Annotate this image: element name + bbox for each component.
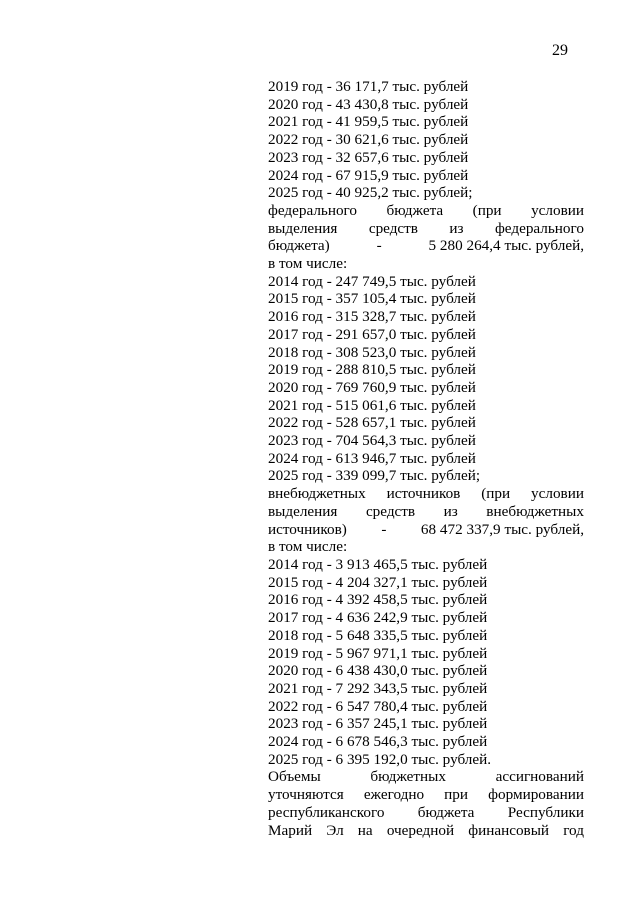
- word: (при: [481, 485, 511, 503]
- word: бюджета: [386, 201, 444, 219]
- word: из: [449, 219, 464, 237]
- federal-year-line: 2020 год - 769 760,9 тыс. рублей: [268, 378, 476, 396]
- word: 5 280 264,4 тыс. рублей,: [428, 237, 584, 255]
- word: Марий: [268, 821, 313, 839]
- word: условии: [531, 485, 584, 503]
- word: финансовый: [468, 821, 550, 839]
- word: внебюджетных: [268, 485, 366, 503]
- page-number: 29: [552, 42, 568, 59]
- word: очередной: [386, 821, 455, 839]
- federal-year-line: 2018 год - 308 523,0 тыс. рублей: [268, 343, 476, 361]
- extra-intro-line: [268, 521, 584, 539]
- closing-line: [268, 768, 584, 786]
- budget-line: 2020 год - 43 430,8 тыс. рублей: [268, 95, 469, 113]
- budget-line: 2023 год - 32 657,6 тыс. рублей: [268, 148, 469, 166]
- federal-year-line: 2025 год - 339 099,7 тыс. рублей;: [268, 467, 481, 485]
- budget-line: 2022 год - 30 621,6 тыс. рублей: [268, 131, 469, 149]
- closing-line: [268, 822, 584, 840]
- word: (при: [472, 201, 502, 219]
- extra-subtitle: в том числе:: [268, 538, 348, 556]
- word: внебюджетных: [486, 502, 584, 520]
- federal-year-line: 2021 год - 515 061,6 тыс. рублей: [268, 396, 476, 414]
- federal-intro-line: [268, 202, 584, 220]
- word: Эл: [326, 821, 344, 839]
- word: уточняются: [268, 786, 344, 804]
- extra-intro-line: [268, 503, 584, 521]
- federal-intro-line: [268, 237, 584, 255]
- word: год: [563, 821, 584, 839]
- extra-year-line: 2015 год - 4 204 327,1 тыс. рублей: [268, 573, 488, 591]
- word: средств: [368, 219, 418, 237]
- closing-line: [268, 804, 584, 822]
- word: -: [376, 237, 382, 255]
- extra-year-line: 2022 год - 6 547 780,4 тыс. рублей: [268, 697, 488, 715]
- word: источников): [268, 520, 347, 538]
- word: выделения: [268, 502, 338, 520]
- word: ежегодно: [363, 786, 425, 804]
- federal-year-line: 2017 год - 291 657,0 тыс. рублей: [268, 325, 476, 343]
- word: Республики: [507, 803, 584, 821]
- word: бюджета: [417, 803, 475, 821]
- extra-year-line: 2017 год - 4 636 242,9 тыс. рублей: [268, 609, 488, 627]
- federal-year-line: 2015 год - 357 105,4 тыс. рублей: [268, 290, 476, 308]
- extra-year-line: 2018 год - 5 648 335,5 тыс. рублей: [268, 626, 488, 644]
- extra-year-line: 2019 год - 5 967 971,1 тыс. рублей: [268, 644, 488, 662]
- word: из: [443, 502, 458, 520]
- extra-year-line: 2021 год - 7 292 343,5 тыс. рублей: [268, 679, 488, 697]
- word: федерального: [268, 201, 357, 219]
- federal-year-line: 2023 год - 704 564,3 тыс. рублей: [268, 432, 476, 450]
- federal-year-line: 2019 год - 288 810,5 тыс. рублей: [268, 361, 476, 379]
- extra-year-line: 2016 год - 4 392 458,5 тыс. рублей: [268, 591, 488, 609]
- federal-year-line: 2022 год - 528 657,1 тыс. рублей: [268, 414, 476, 432]
- word: бюджета): [268, 237, 330, 255]
- extra-intro-line: [268, 485, 584, 503]
- federal-subtitle: в том числе:: [268, 255, 348, 273]
- word: условии: [531, 201, 584, 219]
- word: на: [357, 821, 373, 839]
- extra-year-line: 2014 год - 3 913 465,5 тыс. рублей: [268, 555, 488, 573]
- word: формировании: [488, 786, 584, 804]
- word: федерального: [494, 219, 584, 237]
- document-body: [268, 78, 584, 839]
- extra-year-line: 2025 год - 6 395 192,0 тыс. рублей.: [268, 750, 492, 768]
- budget-line: 2019 год - 36 171,7 тыс. рублей: [268, 78, 469, 95]
- word: при: [444, 786, 469, 804]
- word: бюджетных: [370, 768, 446, 786]
- federal-year-line: 2016 год - 315 328,7 тыс. рублей: [268, 308, 476, 326]
- word: 68 472 337,9 тыс. рублей,: [420, 520, 584, 538]
- word: ассигнований: [495, 768, 584, 786]
- word: Объемы: [268, 768, 321, 786]
- word: -: [381, 520, 387, 538]
- word: источников: [386, 485, 461, 503]
- budget-line: 2021 год - 41 959,5 тыс. рублей: [268, 113, 469, 131]
- federal-intro-line: [268, 220, 584, 238]
- budget-line: 2025 год - 40 925,2 тыс. рублей;: [268, 184, 473, 202]
- budget-line: 2024 год - 67 915,9 тыс. рублей: [268, 166, 469, 184]
- closing-line: [268, 786, 584, 804]
- extra-year-line: 2020 год - 6 438 430,0 тыс. рублей: [268, 662, 488, 680]
- extra-year-line: 2024 год - 6 678 546,3 тыс. рублей: [268, 733, 488, 751]
- federal-year-line: 2024 год - 613 946,7 тыс. рублей: [268, 449, 476, 467]
- federal-year-line: 2014 год - 247 749,5 тыс. рублей: [268, 272, 476, 290]
- word: выделения: [268, 219, 338, 237]
- extra-year-line: 2023 год - 6 357 245,1 тыс. рублей: [268, 715, 488, 733]
- word: республиканского: [268, 803, 385, 821]
- word: средств: [365, 502, 416, 520]
